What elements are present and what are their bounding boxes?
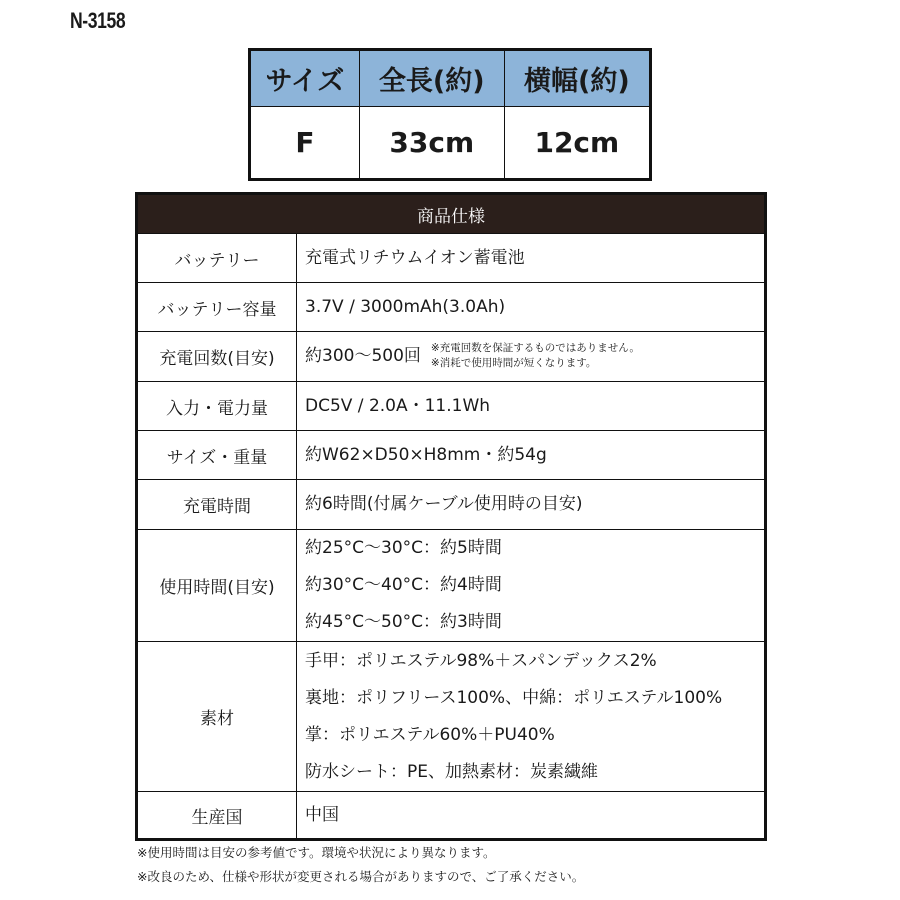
spec-value-line bbox=[305, 643, 764, 680]
spec-label: バッテリー容量 bbox=[137, 283, 297, 332]
spec-label: 生産国 bbox=[137, 792, 297, 840]
spec-value-text: 充電式リチウムイオン蓄電池 bbox=[305, 247, 525, 268]
size-header: サイズ bbox=[250, 50, 360, 107]
spec-table bbox=[135, 192, 767, 841]
spec-value bbox=[297, 480, 766, 530]
spec-value-text: 約30°C〜40°C：約4時間 bbox=[305, 575, 502, 595]
spec-value-text: 掌：ポリエステル60%＋PU40% bbox=[305, 724, 555, 745]
spec-value-text: 3.7V / 3000mAh(3.0Ah) bbox=[305, 296, 506, 317]
footnote: ※使用時間は目安の参考値です。環境や状況により異なります。 bbox=[137, 845, 496, 860]
spec-value bbox=[297, 234, 766, 283]
spec-value bbox=[297, 792, 766, 840]
spec-value-text: 手甲：ポリエステル98%＋スパンデックス2% bbox=[305, 650, 657, 671]
spec-value bbox=[297, 283, 766, 332]
spec-row bbox=[137, 234, 766, 283]
spec-label: 素材 bbox=[137, 642, 297, 792]
spec-row bbox=[137, 480, 766, 530]
spec-value-line bbox=[305, 717, 764, 754]
spec-label: 充電回数(目安) bbox=[137, 332, 297, 382]
spec-value-line bbox=[305, 680, 764, 717]
spec-title: 商品仕様 bbox=[137, 194, 766, 234]
spec-note bbox=[431, 341, 640, 371]
spec-value-line bbox=[305, 289, 764, 326]
spec-row bbox=[137, 332, 766, 382]
spec-value-text: 約25°C〜30°C：約5時間 bbox=[305, 538, 502, 558]
length-header: 全長(約) bbox=[359, 50, 504, 107]
spec-row bbox=[137, 642, 766, 792]
spec-row bbox=[137, 283, 766, 332]
size-value: F bbox=[250, 107, 360, 180]
spec-value-line bbox=[305, 754, 764, 791]
spec-value bbox=[297, 530, 766, 642]
width-header: 横幅(約) bbox=[504, 50, 650, 107]
spec-value-text: 約300〜500回 bbox=[305, 346, 421, 366]
spec-value-text: DC5V / 2.0A・11.1Wh bbox=[305, 395, 491, 416]
spec-row bbox=[137, 431, 766, 480]
product-code: N-3158 bbox=[70, 8, 126, 33]
spec-value-text: 約45°C〜50°C：約3時間 bbox=[305, 612, 502, 632]
spec-label: サイズ・重量 bbox=[137, 431, 297, 480]
spec-value-line bbox=[305, 240, 764, 277]
spec-value-text: 裏地：ポリフリース100%、中綿：ポリエステル100% bbox=[305, 687, 723, 708]
spec-value-text: 約6時間(付属ケーブル使用時の目安) bbox=[305, 494, 583, 514]
spec-value-line bbox=[305, 338, 764, 375]
spec-value-text: 防水シート：PE、加熱素材：炭素繊維 bbox=[305, 761, 598, 782]
spec-value-line bbox=[305, 604, 764, 641]
spec-value-text: 約W62×D50×H8mm・約54g bbox=[305, 444, 547, 465]
spec-value-text: 中国 bbox=[305, 804, 339, 825]
spec-label: 充電時間 bbox=[137, 480, 297, 530]
spec-value bbox=[297, 382, 766, 431]
spec-value bbox=[297, 642, 766, 792]
spec-value bbox=[297, 332, 766, 382]
spec-value-line bbox=[305, 567, 764, 604]
width-value: 12cm bbox=[504, 107, 650, 180]
size-table bbox=[248, 48, 652, 181]
spec-note-line: ※充電回数を保証するものではありません。 bbox=[430, 342, 640, 354]
spec-value bbox=[297, 431, 766, 480]
spec-value-line bbox=[305, 486, 764, 523]
spec-note-line: ※消耗で使用時間が短くなります。 bbox=[430, 357, 597, 369]
spec-row bbox=[137, 530, 766, 642]
length-value: 33cm bbox=[359, 107, 504, 180]
spec-value-line bbox=[305, 437, 764, 474]
spec-label: 入力・電力量 bbox=[137, 382, 297, 431]
spec-value-line bbox=[305, 388, 764, 425]
spec-value-line bbox=[305, 797, 764, 834]
footnote: ※改良のため、仕様や形状が変更される場合がありますので、ご了承ください。 bbox=[137, 869, 585, 884]
spec-value-line bbox=[305, 530, 764, 567]
spec-label: バッテリー bbox=[137, 234, 297, 283]
spec-row bbox=[137, 382, 766, 431]
spec-row bbox=[137, 792, 766, 840]
spec-label: 使用時間(目安) bbox=[137, 530, 297, 642]
